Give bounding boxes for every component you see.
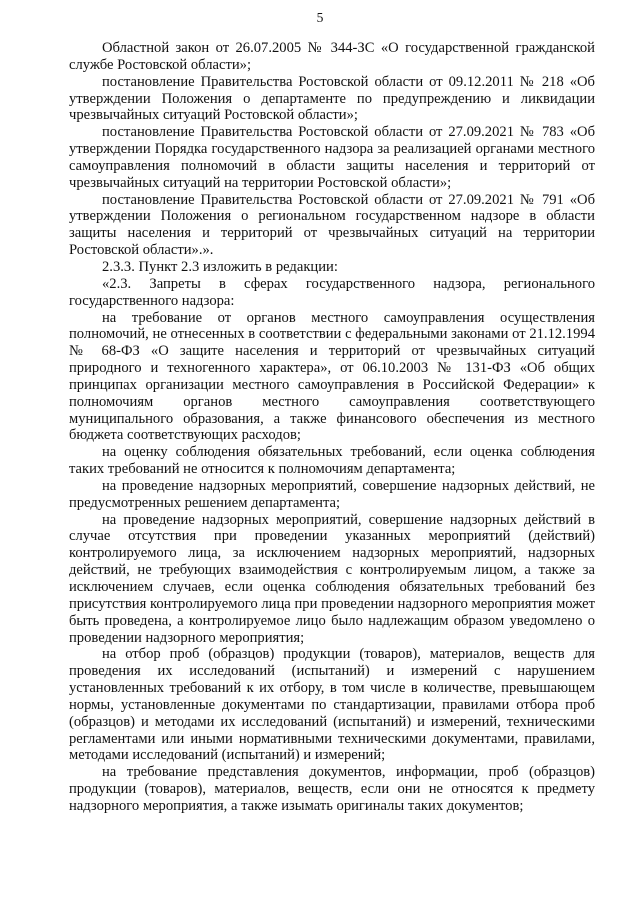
paragraph-prohibition-6: на требование представления документов, информации, проб (образцов) продукции (товаров), материалов, веществ, если они не относятся к предмету надзорного мероприятия, а также изымать оригиналы таких документов; — [69, 764, 595, 814]
paragraph-prohibition-1: на требование от органов местного самоуправления осуществления полномочий, не отнесенных в соответствии с федеральными законами от 21.12.1994 № 68-ФЗ «О защите населения и территорий от чрезвычайных ситуаций природного и техногенного характера», от 06.10.2003 № 131-ФЗ «Об общих принципах организации местного самоуправления в Российской Федерации» к полномочиям органов местного самоуправления соответствующего муниципального образования, а также финансового обеспечения из местного бюджета соответствующих расходов; — [69, 309, 595, 444]
document-body — [69, 40, 595, 815]
paragraph-prohibition-4: на проведение надзорных мероприятий, совершение надзорных действий в случае отсутствия при проведении указанных мероприятий (действий) контролируемого лица, за исключением надзорных мероприятий, надзорных действий, не требующих взаимодействия с контролируемым лицом, а также за исключением случаев, если оценка соблюдения обязательных требований без присутствия контролируемого лица при проведении надзорного мероприятия может быть проведена, а контролируемое лицо было надлежащим образом уведомлено о проведении надзорного мероприятия; — [69, 511, 595, 646]
page-number: 5 — [316, 10, 324, 25]
paragraph-resolution-783: постановление Правительства Ростовской области от 27.09.2021 № 783 «Об утверждении Порядка государственного надзора за реализацией органами местного самоуправления полномочий в области защиты населения и территорий от чрезвычайных ситуаций на территории Ростовской области»; — [69, 124, 595, 191]
paragraph-resolution-791: постановление Правительства Ростовской области от 27.09.2021 № 791 «Об утверждении Положения о региональном государственном надзоре в области защиты населения и территорий от чрезвычайных ситуаций на территории Ростовской области».». — [69, 191, 595, 259]
paragraph-prohibition-3: на проведение надзорных мероприятий, совершение надзорных действий, не предусмотренных решением департамента; — [69, 477, 595, 511]
paragraph-law-344: Областной закон от 26.07.2005 № 344-ЗС «О государственной гражданской службе Ростовской области»; — [69, 40, 595, 73]
paragraph-item-2-3-3: 2.3.3. Пункт 2.3 изложить в редакции: — [102, 258, 338, 275]
paragraph-prohibition-2: на оценку соблюдения обязательных требований, если оценка соблюдения таких требований не относится к полномочиям департамента; — [69, 444, 595, 478]
paragraph-prohibition-5: на отбор проб (образцов) продукции (товаров), материалов, веществ для проведения их исследований (испытаний) и измерений с нарушением установленных требований к их отбору, в том числе в количестве, превышающем нормы, установленные документами по стандартизации, правилами отбора проб (образцов) и методами их исследований (испытаний) и измерений, техническими регламентами или иными нормативными техническими документами, правилами, методами исследований (испытаний) и измерений; — [69, 646, 595, 764]
paragraph-resolution-218: постановление Правительства Ростовской области от 09.12.2011 № 218 «Об утверждении Положения о департаменте по предупреждению и ликвидации чрезвычайных ситуаций Ростовской области»; — [69, 73, 595, 124]
paragraph-section-2-3-heading: «2.3. Запреты в сферах государственного надзора, регионального государственного надзора: — [69, 275, 595, 309]
